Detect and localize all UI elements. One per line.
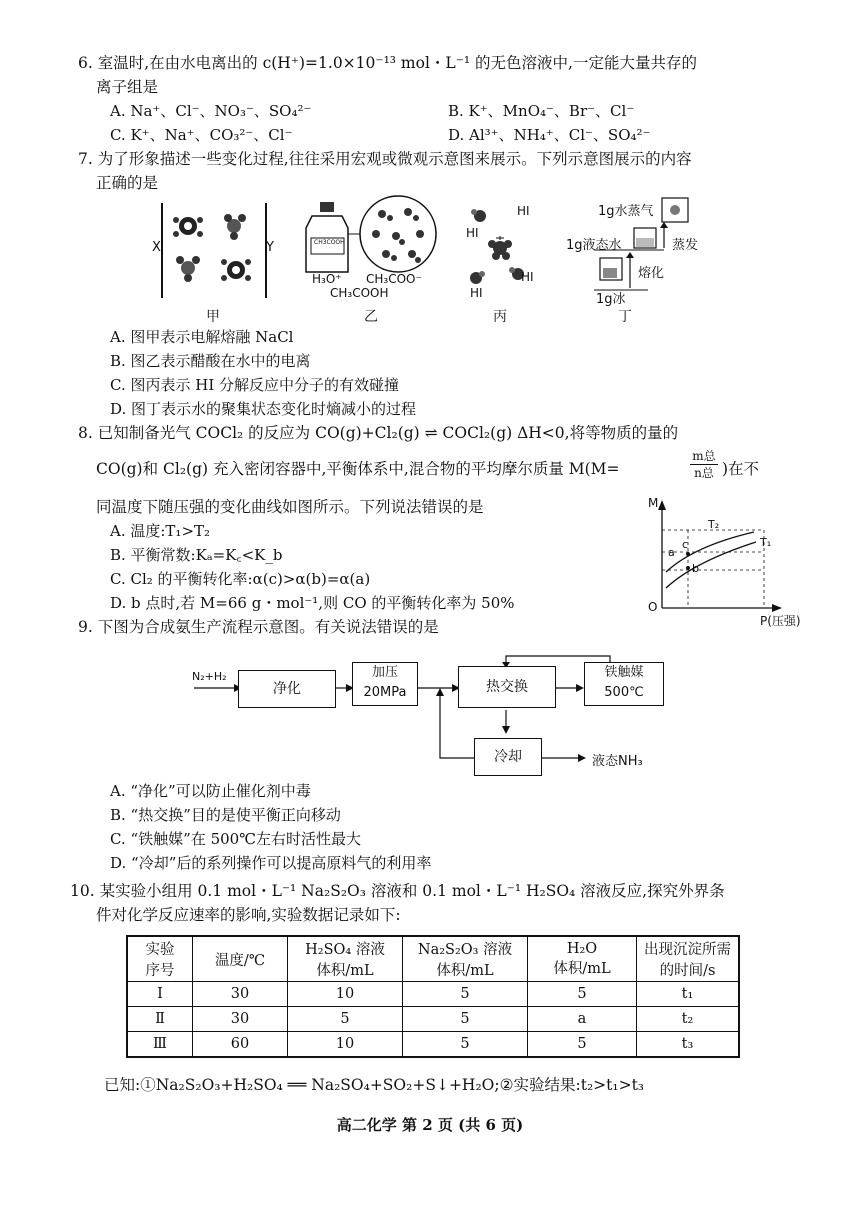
table-header-cell: H₂O 体积/mL (528, 936, 637, 982)
q10-stem-line2: 件对化学反应速率的影响,实验数据记录如下: (96, 906, 401, 924)
table-cell: 30 (193, 1007, 288, 1032)
table-cell: t₁ (637, 982, 740, 1007)
table-cell: Ⅱ (127, 1007, 193, 1032)
q8-graph (644, 496, 784, 614)
figure-ding-ice-label: 1g冰 (596, 292, 626, 307)
q8-option-d: D. b 点时,若 M=66 g・mol⁻¹,则 CO 的平衡转化率为 50% (110, 594, 515, 612)
figure-bing-caption: 丙 (493, 309, 507, 325)
table-cell: Ⅲ (127, 1032, 193, 1058)
q8-option-a: A. 温度:T₁>T₂ (110, 522, 211, 540)
q8-stem-line2a: CO(g)和 Cl₂(g) 充入密闭容器中,平衡体系中,混合物的平均摩尔质量 M(M= (96, 460, 620, 478)
table-cell: a (528, 1007, 637, 1032)
table-cell: t₂ (637, 1007, 740, 1032)
figure-jia-y-label: Y (266, 240, 274, 255)
q8-graph-t1: T₁ (760, 536, 772, 549)
q7-option-d: D. 图丁表示水的聚集状态变化时熵减小的过程 (110, 400, 417, 418)
q8-stem-line3: 同温度下随压强的变化曲线如图所示。下列说法错误的是 (96, 498, 484, 516)
figure-yi-legend-acetate: CH₃COO⁻ (366, 272, 422, 286)
q9-stem: 9. 下图为合成氨生产流程示意图。有关说法错误的是 (78, 618, 439, 636)
q8-stem-line1: 8. 已知制备光气 COCl₂ 的反应为 CO(g)+Cl₂(g) ⇌ COCl₂(g) ΔH<0,将等物质的量的 (78, 424, 679, 442)
flow-input-label: N₂+H₂ (192, 670, 227, 683)
q7-option-b: B. 图乙表示醋酸在水中的电离 (110, 352, 311, 370)
figure-ding-melt-label: 熔化 (638, 266, 665, 281)
flow-catalyst-box (584, 662, 664, 706)
q6-stem-line1: 6. 室温时,在由水电离出的 c(H⁺)=1.0×10⁻¹³ mol・L⁻¹ 的无色溶液中,一定能大量共存的 (78, 54, 697, 72)
table-row (127, 1007, 739, 1032)
q8-fraction-denominator: n总 (694, 466, 714, 480)
table-cell: 10 (288, 1032, 403, 1058)
figure-ding-evaporate-label: 蒸发 (672, 238, 699, 253)
q10-known-info: 已知:①Na₂S₂O₃+H₂SO₄ ══ Na₂SO₄+SO₂+S↓+H₂O;②实验结果:t₂>t₁>t₃ (104, 1076, 645, 1094)
q8-graph-b: b (692, 562, 699, 575)
table-cell: 10 (288, 982, 403, 1007)
table-cell: 5 (528, 982, 637, 1007)
flow-purify-box: 净化 (238, 670, 336, 708)
table-row (127, 1032, 739, 1058)
q8-option-b: B. 平衡常数:Kₐ=K꜀<K_b (110, 546, 283, 564)
flow-catalyst-line2: 500℃ (604, 685, 644, 700)
table-cell: Ⅰ (127, 982, 193, 1007)
figure-yi-bottle-label: CH3COOH (314, 239, 345, 246)
q8-graph-y-label: M (648, 496, 659, 510)
figure-bing-hi-top: HI (517, 204, 530, 218)
table-header-cell: 温度/℃ (193, 936, 288, 982)
q7-option-a: A. 图甲表示电解熔融 NaCl (110, 328, 294, 346)
flow-catalyst-line1: 铁触媒 (604, 665, 644, 680)
q10-stem-line1: 10. 某实验小组用 0.1 mol・L⁻¹ Na₂S₂O₃ 溶液和 0.1 mol・L⁻¹ H₂SO₄ 溶液反应,探究外界条 (70, 882, 725, 900)
q8-fraction-numerator: m总 (690, 448, 718, 465)
table-cell: 30 (193, 982, 288, 1007)
table-header-cell: 实验 序号 (127, 936, 193, 982)
q8-option-c: C. Cl₂ 的平衡转化率:α(c)>α(b)=α(a) (110, 570, 371, 588)
flow-pressurize-box (352, 662, 418, 706)
figure-jia-x-label: X (152, 240, 161, 255)
figure-yi-legend-h3o: H₃O⁺ (312, 272, 342, 286)
q6-option-d: D. Al³⁺、NH₄⁺、Cl⁻、SO₄²⁻ (448, 126, 651, 144)
q8-graph-t2: T₂ (708, 518, 720, 531)
figure-jia-electrolysis (150, 198, 280, 302)
figure-ding-caption: 丁 (618, 309, 632, 325)
table-cell: 60 (193, 1032, 288, 1058)
table-header-row (127, 936, 739, 982)
figure-bing-hi-left: HI (466, 226, 479, 240)
table-cell: 5 (403, 1032, 528, 1058)
q8-graph-a: a (668, 546, 675, 559)
figure-ding-liquid-label: 1g液态水 (566, 238, 622, 253)
q8-stem-line2b: )在不 (722, 460, 760, 478)
flow-output-label: 液态NH₃ (592, 754, 643, 769)
table-row (127, 982, 739, 1007)
q6-option-a: A. Na⁺、Cl⁻、NO₃⁻、SO₄²⁻ (110, 102, 312, 120)
q8-graph-c: c (682, 538, 689, 551)
q6-option-b: B. K⁺、MnO₄⁻、Br⁻、Cl⁻ (448, 102, 635, 120)
q7-stem-line2: 正确的是 (96, 174, 159, 192)
q7-stem-line1: 7. 为了形象描述一些变化过程,往往采用宏观或微观示意图来展示。下列示意图展示的内容 (78, 150, 692, 168)
table-cell: 5 (403, 982, 528, 1007)
q9-option-a: A. “净化”可以防止催化剂中毒 (110, 782, 311, 800)
q8-graph-origin: O (648, 600, 658, 614)
figure-ding-vapor-label: 1g水蒸气 (598, 204, 654, 219)
q8-graph-x-label: P(压强) (760, 614, 801, 628)
table-cell: 5 (288, 1007, 403, 1032)
q9-option-b: B. “热交换”目的是使平衡正向移动 (110, 806, 341, 824)
table-header-cell: H₂SO₄ 溶液 体积/mL (288, 936, 403, 982)
table-header-cell: 出现沉淀所需 的时间/s (637, 936, 740, 982)
table-header-cell: Na₂S₂O₃ 溶液 体积/mL (403, 936, 528, 982)
figure-bing-hi-right: HI (521, 270, 534, 284)
q6-stem-line2: 离子组是 (96, 78, 159, 96)
table-cell: 5 (403, 1007, 528, 1032)
page-footer: 高二化学 第 2 页 (共 6 页) (336, 1116, 524, 1134)
figure-yi-caption: 乙 (364, 309, 378, 325)
figure-jia-caption: 甲 (206, 309, 220, 325)
q10-data-table (126, 935, 740, 1058)
q9-option-d: D. “冷却”后的系列操作可以提高原料气的利用率 (110, 854, 432, 872)
q8-fraction (690, 448, 718, 481)
q9-option-c: C. “铁触媒”在 500℃左右时活性最大 (110, 830, 361, 848)
flow-pressurize-line2: 20MPa (363, 685, 407, 700)
flow-cool-box: 冷却 (474, 738, 542, 776)
flow-heat-exchange-box: 热交换 (458, 666, 556, 708)
table-cell: t₃ (637, 1032, 740, 1058)
table-cell: 5 (528, 1032, 637, 1058)
flow-pressurize-line1: 加压 (371, 665, 398, 680)
q7-option-c: C. 图丙表示 HI 分解反应中分子的有效碰撞 (110, 376, 400, 394)
figure-yi-legend-acetic: CH₃COOH (330, 286, 389, 300)
figure-bing-hi-bottom: HI (470, 286, 483, 300)
q6-option-c: C. K⁺、Na⁺、CO₃²⁻、Cl⁻ (110, 126, 293, 144)
